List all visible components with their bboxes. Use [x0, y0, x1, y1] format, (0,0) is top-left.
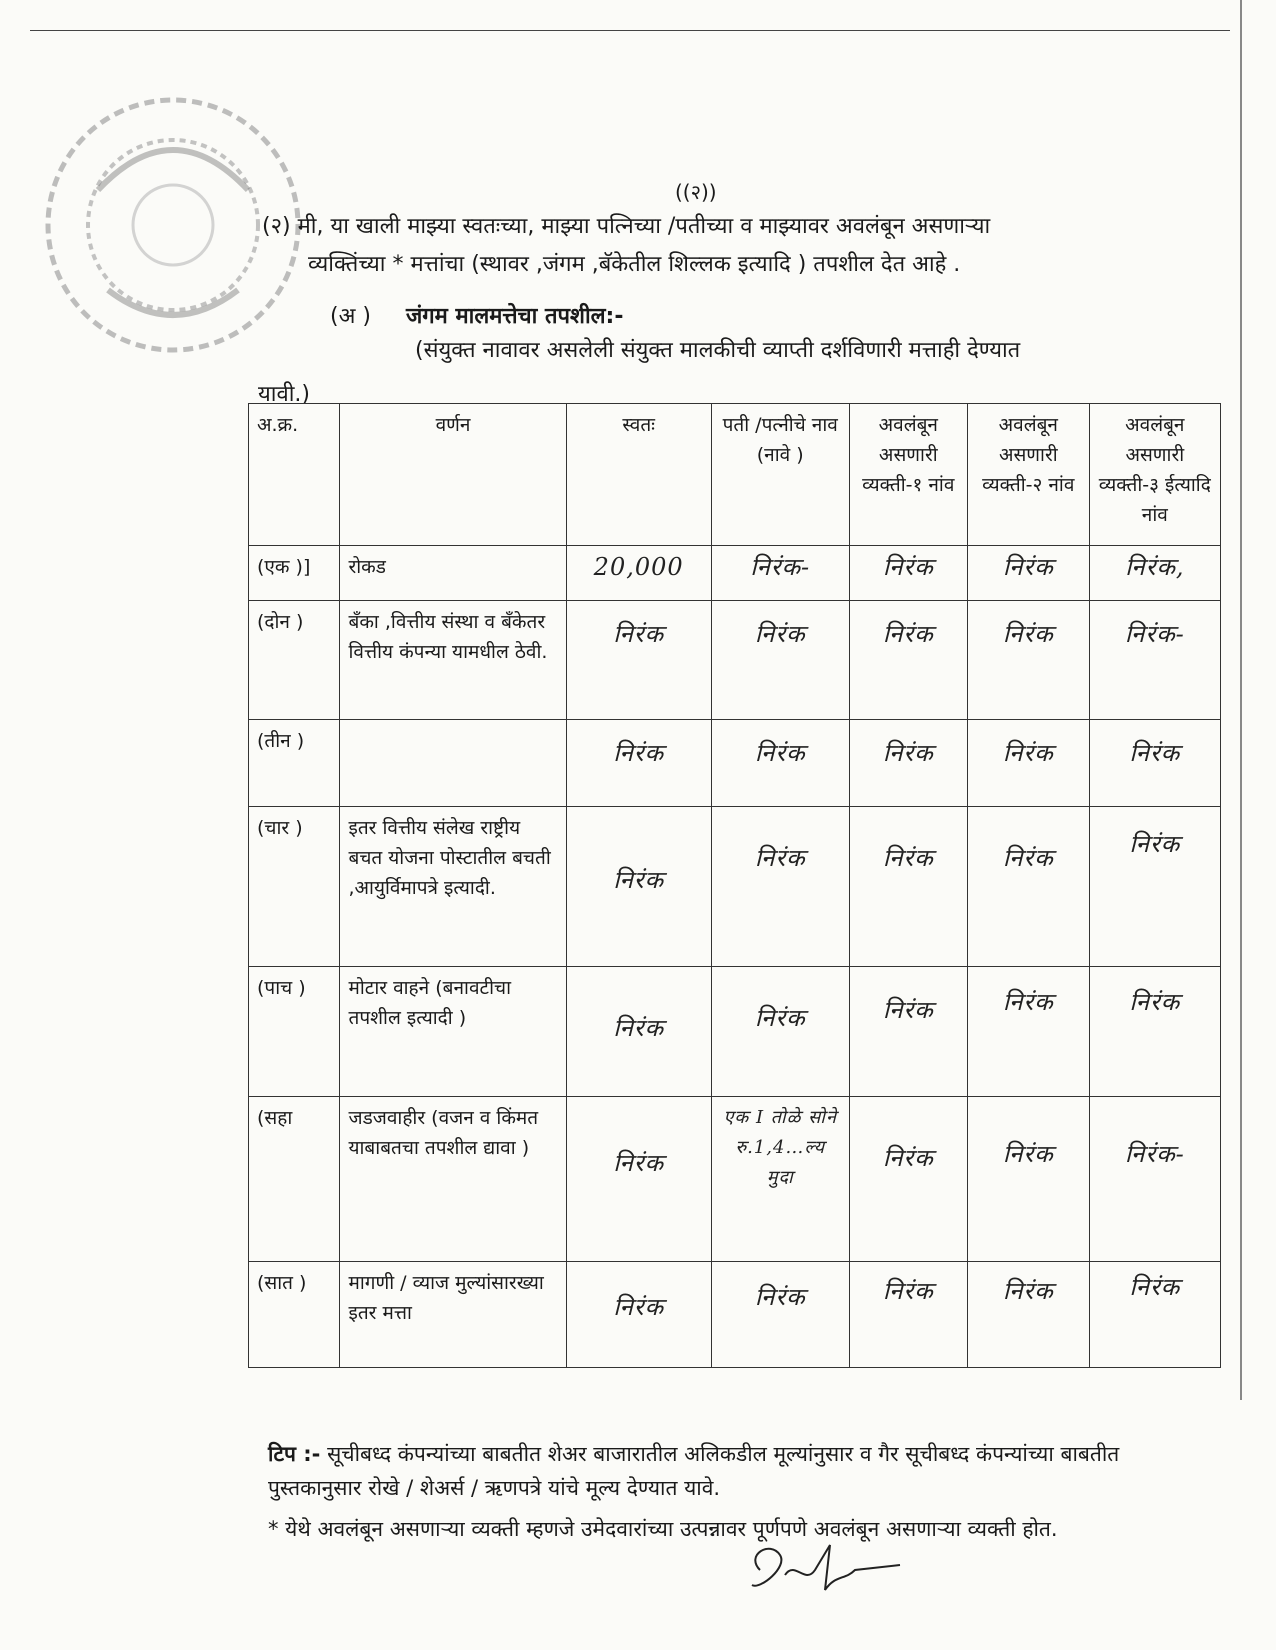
row-dependent-1-value: निरंक: [849, 1096, 967, 1261]
table-header-row: [249, 404, 1221, 546]
row-self-value: 20,000: [566, 545, 711, 600]
table-row: [249, 545, 1221, 600]
row-spouse-value: निरंक-: [711, 545, 849, 600]
page-number: ((२)): [675, 180, 717, 204]
row-dependent-3-value: निरंक: [1089, 966, 1220, 1096]
header-description: वर्णन: [340, 404, 566, 546]
header-dependent-3: अवलंबून असणारी व्यक्ती-३ ईत्यादि नांव: [1089, 404, 1220, 546]
row-serial: (चार ): [249, 807, 340, 967]
row-self-value: निरंक: [566, 807, 711, 967]
signature: [740, 1535, 910, 1600]
row-dependent-3-value: निरंक-: [1089, 1096, 1220, 1261]
row-self-value: निरंक: [566, 1261, 711, 1367]
tip-label: टिप :-: [268, 1442, 321, 1466]
row-serial: (पाच ): [249, 966, 340, 1096]
row-serial: (सात ): [249, 1261, 340, 1367]
row-dependent-1-value: निरंक: [849, 1261, 967, 1367]
top-rule: [30, 30, 1230, 31]
row-spouse-value: निरंक: [711, 1261, 849, 1367]
section-title: जंगम मालमत्तेचा तपशील:-: [405, 304, 624, 329]
header-spouse: पती /पत्नीचे नाव (नावे ): [711, 404, 849, 546]
row-self-value: निरंक: [566, 1096, 711, 1261]
section-note-line-1: (संयुक्त नावावर असलेली संयुक्त मालकीची व्याप्ती दर्शविणारी मत्ताही देण्यात: [415, 338, 1021, 363]
row-description: बँका ,वित्तीय संस्था व बँकेतर वित्तीय कंपन्या यामधील ठेवी.: [340, 600, 566, 719]
section-marker: (अ ): [330, 304, 371, 329]
row-dependent-3-value: निरंक: [1089, 1261, 1220, 1367]
row-self-value: निरंक: [566, 719, 711, 806]
movable-assets-table: [248, 403, 1221, 1368]
row-description: इतर वित्तीय संलेख राष्ट्रीय बचत योजना पोस्टातील बचती ,आयुर्विमापत्रे इत्यादी.: [340, 807, 566, 967]
table-row: [249, 719, 1221, 806]
section-note-line-2: यावी.): [258, 382, 310, 407]
row-dependent-1-value: निरंक: [849, 600, 967, 719]
header-serial: अ.क्र.: [249, 404, 340, 546]
row-dependent-2-value: निरंक: [967, 1261, 1089, 1367]
row-spouse-value: निरंक: [711, 600, 849, 719]
row-self-value: निरंक: [566, 600, 711, 719]
row-serial: (एक )]: [249, 545, 340, 600]
row-dependent-3-value: निरंक: [1089, 807, 1220, 967]
row-dependent-3-value: निरंक-: [1089, 600, 1220, 719]
row-dependent-2-value: निरंक: [967, 719, 1089, 806]
intro-paragraph: [262, 208, 1162, 284]
section-heading: [330, 300, 624, 330]
row-dependent-2-value: निरंक: [967, 600, 1089, 719]
table-row: [249, 600, 1221, 719]
tip-text: सूचीबध्द कंपन्यांच्या बाबतीत शेअर बाजारातील अलिकडील मूल्यांनुसार व गैर सूचीबध्द कंपन्यांच्या बाबतीत पुस्तकानुसार रोखे / शेअर्स / ऋणपत्रे यांचे मूल्य देण्यात यावे.: [268, 1442, 1120, 1500]
row-dependent-1-value: निरंक: [849, 719, 967, 806]
row-spouse-value: निरंक: [711, 966, 849, 1096]
table-row: [249, 966, 1221, 1096]
row-dependent-1-value: निरंक: [849, 807, 967, 967]
row-serial: (सहा: [249, 1096, 340, 1261]
row-dependent-1-value: निरंक: [849, 966, 967, 1096]
row-description: जडजवाहीर (वजन व किंमत याबाबतचा तपशील द्यावा ): [340, 1096, 566, 1261]
row-spouse-value: निरंक: [711, 719, 849, 806]
row-dependent-2-value: निरंक: [967, 966, 1089, 1096]
table-row: [249, 1096, 1221, 1261]
row-serial: (तीन ): [249, 719, 340, 806]
row-description: [340, 719, 566, 806]
row-dependent-2-value: निरंक: [967, 545, 1089, 600]
row-dependent-3-value: निरंक,: [1089, 545, 1220, 600]
table-row: [249, 807, 1221, 967]
row-dependent-3-value: निरंक: [1089, 719, 1220, 806]
right-edge-rule: [1240, 0, 1242, 1400]
row-description: मोटार वाहने (बनावटीचा तपशील इत्यादी ): [340, 966, 566, 1096]
row-description: रोकड: [340, 545, 566, 600]
row-spouse-value: निरंक: [711, 807, 849, 967]
row-description: मागणी / व्याज मुल्यांसारख्या इतर मत्ता: [340, 1261, 566, 1367]
row-self-value: निरंक: [566, 966, 711, 1096]
row-spouse-value: एक I तोळे सोने रु.1,4…ल्य मुदा: [711, 1096, 849, 1261]
row-dependent-2-value: निरंक: [967, 1096, 1089, 1261]
header-self: स्वतः: [566, 404, 711, 546]
intro-line-1: (२) मी, या खाली माझ्या स्वतःच्या, माझ्या पत्निच्या /पतीच्या व माझ्यावर अवलंबून असणाऱ्या: [262, 214, 991, 239]
header-dependent-1: अवलंबून असणारी व्यक्ती-१ नांव: [849, 404, 967, 546]
row-dependent-2-value: निरंक: [967, 807, 1089, 967]
header-dependent-2: अवलंबून असणारी व्यक्ती-२ नांव: [967, 404, 1089, 546]
intro-line-2: व्यक्तिंच्या * मत्तांचा (स्थावर ,जंगम ,बॅकेतील शिल्लक इत्यादि ) तपशील देत आहे .: [308, 252, 961, 277]
table-row: [249, 1261, 1221, 1367]
footer-tip: [268, 1437, 1178, 1505]
footer-asterisk-note: * येथे अवलंबून असणाऱ्या व्यक्ती म्हणजे उमेदवारांच्या उत्पन्नावर पूर्णपणे अवलंबून असणाऱ्या व्यक्ती होत.: [268, 1517, 1058, 1541]
row-dependent-1-value: निरंक: [849, 545, 967, 600]
row-serial: (दोन ): [249, 600, 340, 719]
